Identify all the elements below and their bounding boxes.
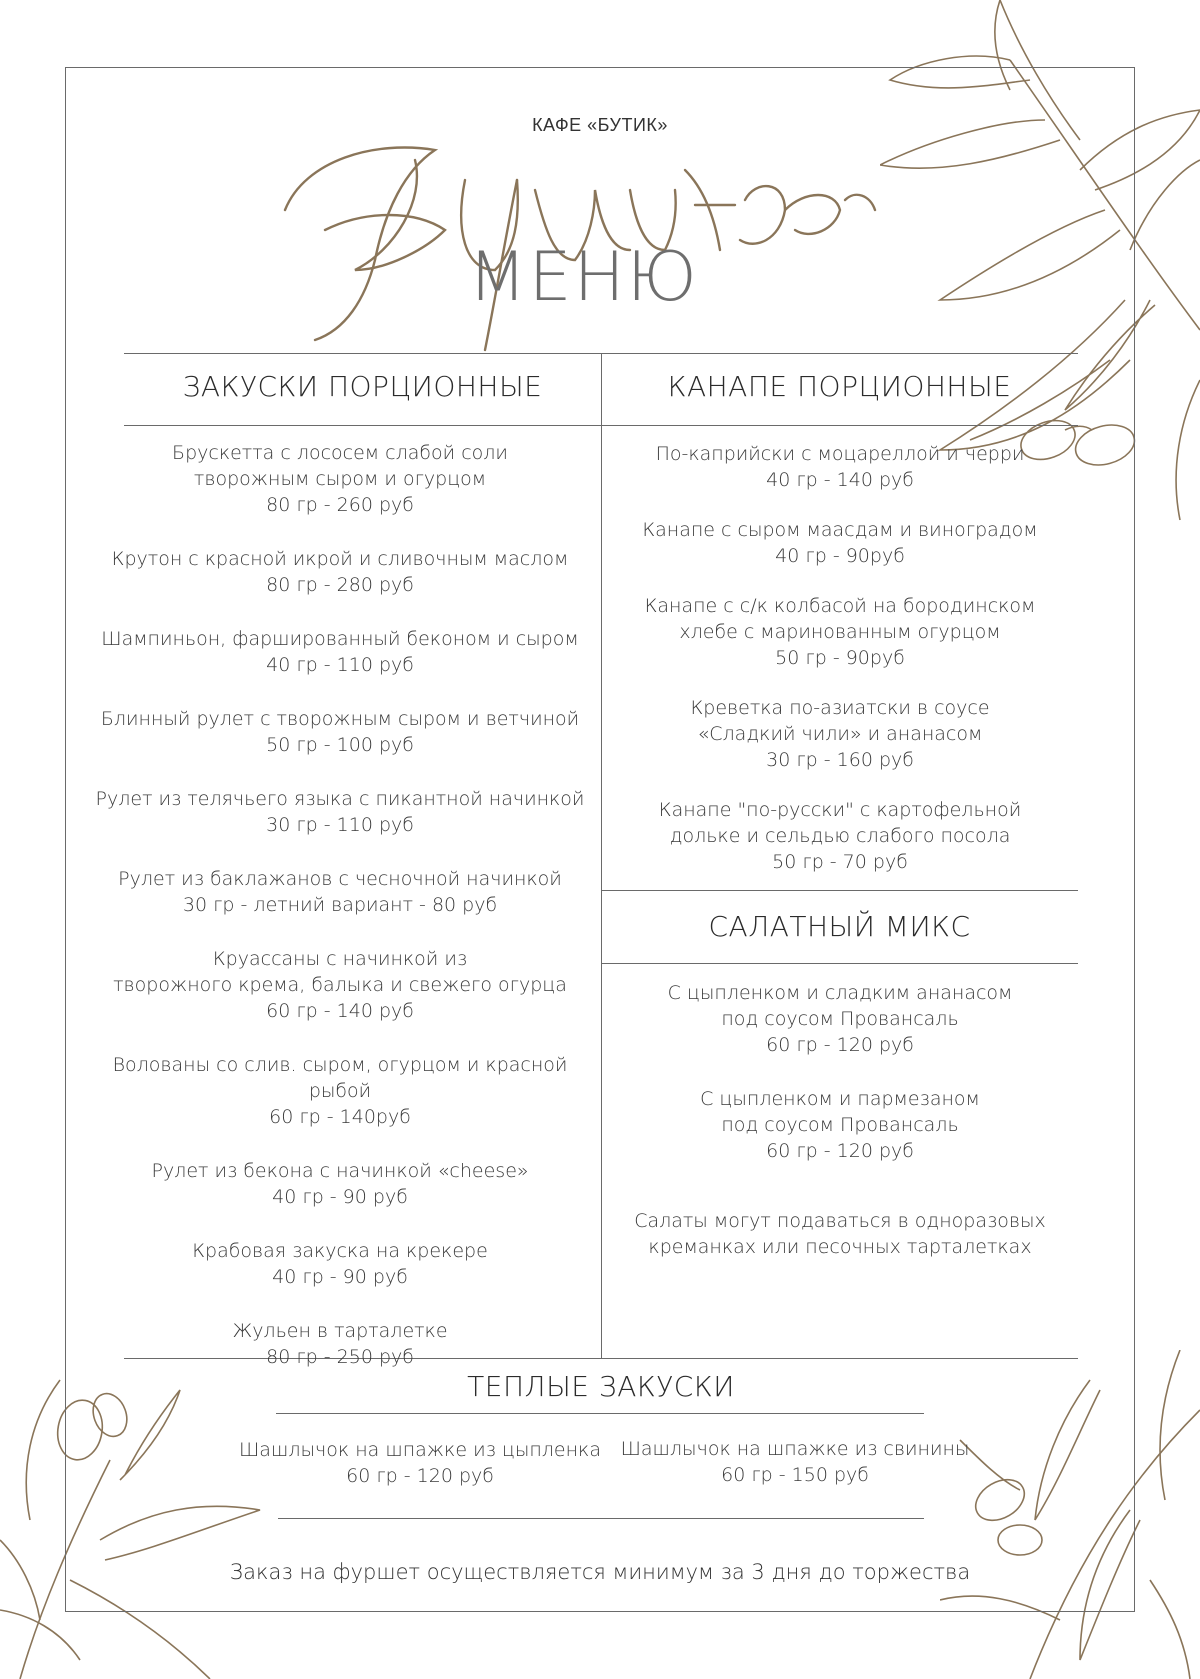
menu-item-name: Шашлычок на шпажке из цыпленка [239, 1439, 601, 1461]
menu-item-price: 60 гр - 150 руб [721, 1464, 869, 1486]
menu-item-name: «Сладкий чили» и ананасом [697, 723, 983, 745]
menu-item-name: Канапе с с/к колбасой на бородинском [644, 595, 1036, 617]
menu-item-price: 60 гр - 140руб [269, 1106, 411, 1128]
menu-item [80, 626, 600, 678]
cafe-name: КАФЕ «БУТИК» [532, 115, 668, 135]
menu-item-name: Канапе с сыром маасдам и виноградом [642, 519, 1038, 541]
warm-item-chicken [210, 1437, 630, 1489]
menu-item-price: 40 гр - 140 руб [766, 469, 914, 491]
menu-item-price: 80 гр - 250 руб [266, 1346, 414, 1368]
menu-item-name: Шампиньон, фаршированный беконом и сыром [101, 628, 579, 650]
section-title-salad: САЛАТНЫЙ МИКС [708, 910, 971, 943]
cold-portion-list [80, 440, 600, 1370]
menu-item-name: Рулет из бекона с начинкой «cheese» [151, 1160, 529, 1182]
salad-serving-note [610, 1208, 1070, 1260]
menu-item-name: Брускетта с лососем слабой соли [172, 442, 508, 464]
menu-item-name: С цыпленком и пармезаном [700, 1088, 980, 1110]
menu-item [210, 1437, 630, 1489]
menu-item-name: Волованы со слив. сыром, огурцом и красной рыбой [112, 1054, 568, 1102]
menu-item-name: хлебе с маринованным огурцом [679, 621, 1001, 643]
menu-item [610, 593, 1070, 671]
menu-item-name: Канапе "по-русски" с картофельной [658, 799, 1022, 821]
divider-vertical [601, 353, 602, 1358]
menu-item [80, 1238, 600, 1290]
divider-salad-top [601, 890, 1078, 891]
section-title-warm: ТЕПЛЫЕ ЗАКУСКИ [467, 1370, 735, 1403]
order-notice: Заказ на фуршет осуществляется минимум за 3 дня до торжества [229, 1560, 971, 1584]
salad-note-line: креманках или песочных тарталетках [648, 1236, 1032, 1258]
menu-item-name: Креветка по-азиатски в соусе [690, 697, 990, 719]
menu-item [80, 946, 600, 1024]
menu-item-price: 30 гр - летний вариант - 80 руб [182, 894, 498, 916]
menu-item-name: Шашлычок на шпажке из свинины [620, 1438, 970, 1460]
warm-item-pork [600, 1436, 990, 1488]
menu-item-price: 40 гр - 90 руб [272, 1186, 408, 1208]
menu-item [80, 706, 600, 758]
script-word: Фуршетное [265, 100, 272, 101]
menu-item-name: долькe и сельдью слабого посола [669, 825, 1011, 847]
divider-warm-title [276, 1413, 924, 1414]
menu-item-name: творожным сыром и огурцом [193, 468, 487, 490]
menu-item-name: под соусом Провансаль [721, 1008, 959, 1030]
menu-item [80, 1318, 600, 1370]
canape-list [610, 441, 1070, 875]
menu-item-name: Блинный рулет с творожным сыром и ветчиной [100, 708, 580, 730]
menu-item-name: Крабовая закуска на крекере [192, 1240, 488, 1262]
menu-item-price: 60 гр - 120 руб [766, 1034, 914, 1056]
menu-item-price: 80 гр - 260 руб [266, 494, 414, 516]
divider-warm-bottom [278, 1518, 924, 1519]
menu-item-price: 50 гр - 90руб [775, 647, 905, 669]
menu-item [80, 1158, 600, 1210]
menu-item [610, 695, 1070, 773]
menu-item-price: 30 гр - 110 руб [266, 814, 414, 836]
menu-item-name: Круассаны с начинкой из [212, 948, 468, 970]
section-title-cold-portion: ЗАКУСКИ ПОРЦИОННЫЕ [182, 370, 543, 403]
menu-item [600, 1436, 990, 1488]
salad-list [610, 980, 1070, 1260]
menu-item-name: Рулет из телячьего языка с пикантной начинкой [95, 788, 585, 810]
menu-item [610, 441, 1070, 493]
menu-item-price: 40 гр - 90руб [775, 545, 905, 567]
menu-item [80, 440, 600, 518]
menu-item-price: 40 гр - 90 руб [272, 1266, 408, 1288]
menu-item [610, 980, 1070, 1058]
menu-item [80, 786, 600, 838]
menu-item-name: По-каприйски с моцареллой и черри [655, 443, 1025, 465]
menu-item-price: 60 гр - 120 руб [346, 1465, 494, 1487]
menu-item-name: творожного крема, балыка и свежего огурца [113, 974, 567, 996]
divider-salad-bottom [601, 963, 1078, 964]
salad-note-line: Салаты могут подаваться в одноразовых [634, 1210, 1046, 1232]
menu-item [80, 1052, 600, 1130]
menu-item-price: 60 гр - 140 руб [266, 1000, 414, 1022]
menu-item-name: под соусом Провансаль [721, 1114, 959, 1136]
menu-word: МЕНЮ [468, 238, 699, 317]
menu-item [80, 546, 600, 598]
menu-item-price: 50 гр - 100 руб [266, 734, 414, 756]
menu-item-name: Жульен в тарталетке [232, 1320, 448, 1342]
menu-item [610, 1086, 1070, 1164]
menu-item-price: 30 гр - 160 руб [766, 749, 914, 771]
menu-item-price: 50 гр - 70 руб [772, 851, 908, 873]
menu-item [610, 517, 1070, 569]
menu-item-name: Рулет из баклажанов с чесночной начинкой [118, 868, 562, 890]
menu-item-price: 80 гр - 280 руб [266, 574, 414, 596]
section-title-canape: КАНАПЕ ПОРЦИОННЫЕ [667, 370, 1012, 403]
menu-item-name: С цыпленком и сладким ананасом [667, 982, 1013, 1004]
menu-item [80, 866, 600, 918]
menu-item-name: Крутон с красной икрой и сливочным маслом [111, 548, 569, 570]
menu-item-price: 60 гр - 120 руб [766, 1140, 914, 1162]
menu-item-price: 40 гр - 110 руб [266, 654, 414, 676]
menu-item [610, 797, 1070, 875]
